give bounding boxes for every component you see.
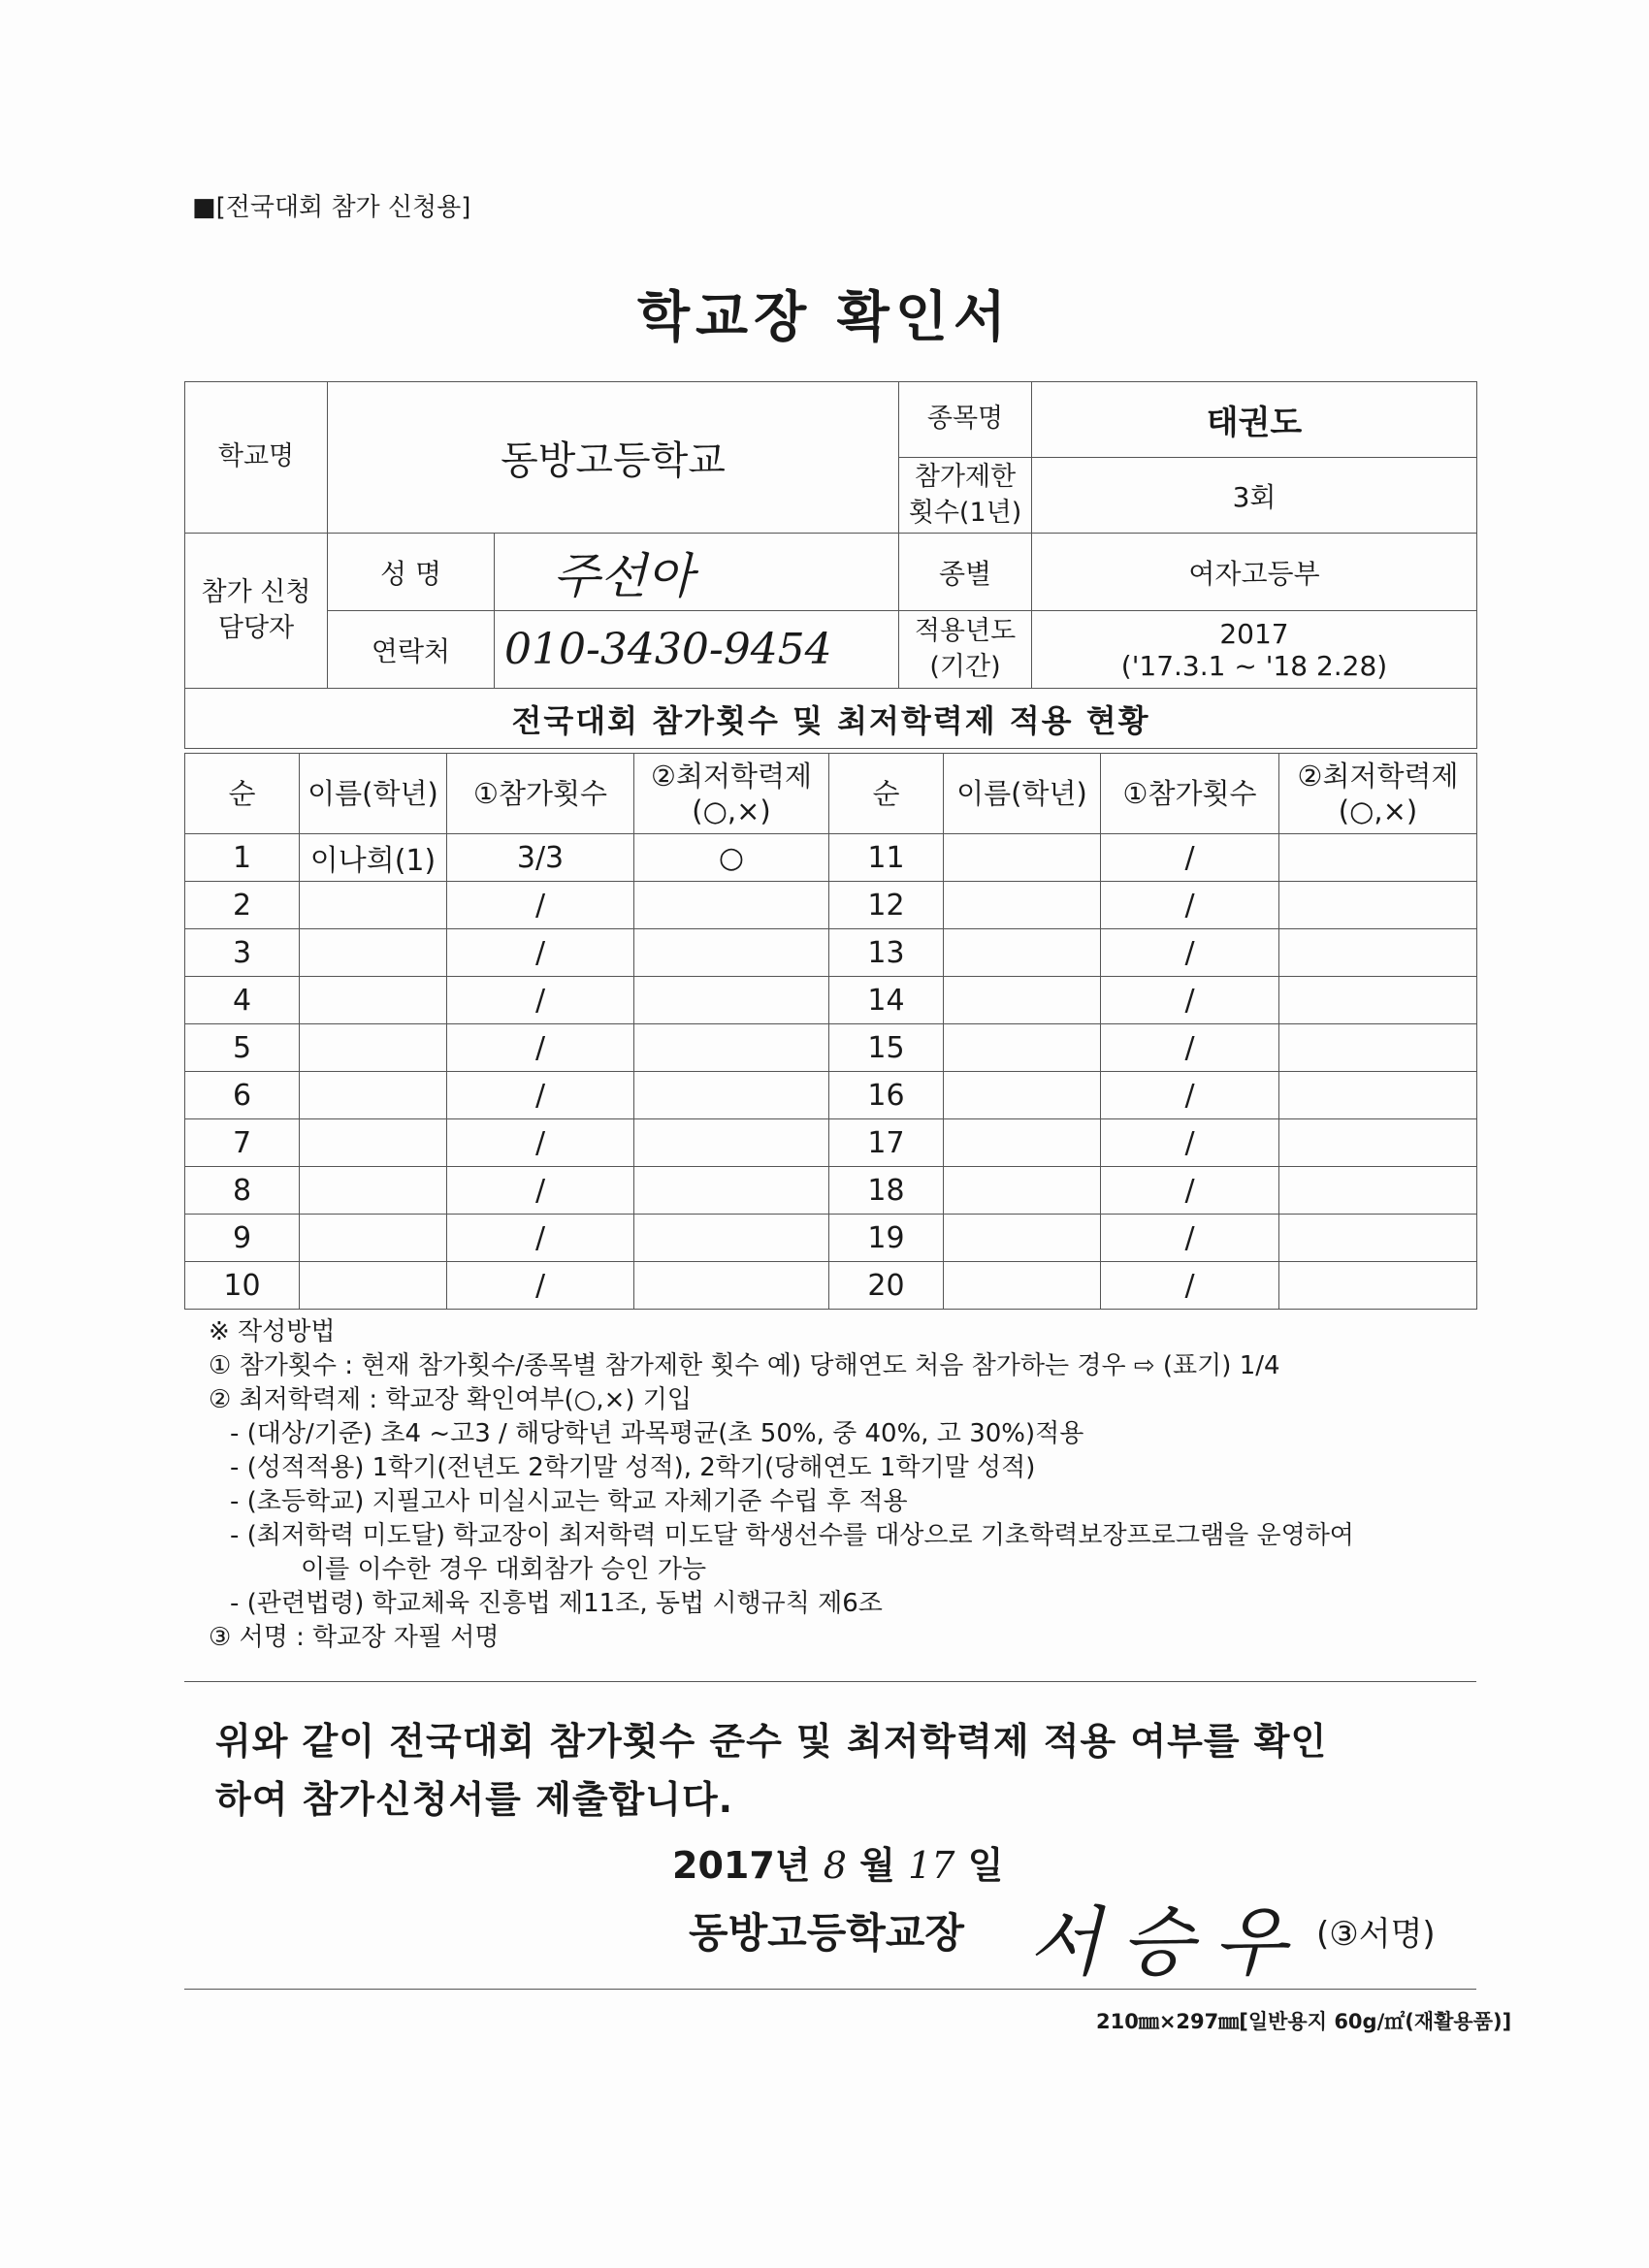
row-no: 8 <box>185 1167 300 1215</box>
principal-title: 동방고등학교장 <box>689 1909 965 1957</box>
row-count: / <box>447 1119 634 1167</box>
row-min-academic: ○ <box>634 834 829 882</box>
table-row <box>185 1262 1477 1310</box>
row-name <box>300 882 447 929</box>
limit-label: 참가제한 횟수(1년) <box>899 458 1032 534</box>
signature-mark: (③서명) <box>1316 1915 1436 1954</box>
category-label: 종별 <box>899 534 1032 611</box>
contact-label: 참가 신청 담당자 <box>185 534 328 689</box>
row-count: / <box>447 929 634 977</box>
col-min-academic: ②최저학력제 (○,×) <box>634 754 829 834</box>
row-count-2: / <box>1101 1072 1279 1119</box>
row-name <box>300 929 447 977</box>
row-min-academic-2 <box>1279 977 1477 1024</box>
col-count-2: ①참가횟수 <box>1101 754 1279 834</box>
school-label: 학교명 <box>185 382 328 534</box>
row-no-2: 16 <box>829 1072 944 1119</box>
row-name <box>300 1167 447 1215</box>
row-no-2: 15 <box>829 1024 944 1072</box>
col-name: 이름(학년) <box>300 754 447 834</box>
row-count: / <box>447 1167 634 1215</box>
note-2b: - (성적적용) 1학기(전년도 2학기말 성적), 2학기(당해연도 1학기말 성적) <box>230 1453 1036 1482</box>
row-no: 6 <box>185 1072 300 1119</box>
year-label: 적용년도 (기간) <box>899 611 1032 689</box>
instructions <box>209 1315 1470 1655</box>
row-name-2 <box>944 1167 1101 1215</box>
year-cell <box>1032 611 1477 689</box>
row-min-academic <box>634 1167 829 1215</box>
col-no-2: 순 <box>829 754 944 834</box>
row-no-2: 17 <box>829 1119 944 1167</box>
date-day-handwritten: 17 <box>908 1844 955 1887</box>
row-name-2 <box>944 929 1101 977</box>
divider <box>184 1681 1476 1682</box>
form-type-tag: ■[전국대회 참가 신청용] <box>192 193 471 222</box>
row-name: 이나희(1) <box>300 834 447 882</box>
row-count: / <box>447 977 634 1024</box>
row-name <box>300 1262 447 1310</box>
row-min-academic-2 <box>1279 1167 1477 1215</box>
row-count-2: / <box>1101 1262 1279 1310</box>
table-row <box>185 1215 1477 1262</box>
row-count: / <box>447 1262 634 1310</box>
phone-label: 연락처 <box>328 611 495 689</box>
row-min-academic <box>634 1072 829 1119</box>
row-name-2 <box>944 977 1101 1024</box>
row-min-academic <box>634 1119 829 1167</box>
row-name-2 <box>944 834 1101 882</box>
footer-divider <box>184 1989 1476 1990</box>
principal-signature: 서승우 <box>1028 1899 1307 1987</box>
row-count: / <box>447 1072 634 1119</box>
row-count-2: / <box>1101 1024 1279 1072</box>
row-min-academic-2 <box>1279 834 1477 882</box>
row-count-2: / <box>1101 977 1279 1024</box>
table-row <box>185 977 1477 1024</box>
row-no-2: 14 <box>829 977 944 1024</box>
row-no-2: 19 <box>829 1215 944 1262</box>
row-name <box>300 977 447 1024</box>
year-period: ('17.3.1 ~ '18 2.28) <box>1120 649 1388 682</box>
row-count: 3/3 <box>447 834 634 882</box>
document-title: 학교장 확인서 <box>636 286 1013 349</box>
name-label: 성 명 <box>328 534 495 611</box>
declaration <box>215 1712 1476 1829</box>
info-table <box>184 381 1477 749</box>
table-row <box>185 1119 1477 1167</box>
table-row <box>185 929 1477 977</box>
row-no: 10 <box>185 1262 300 1310</box>
contact-name-handwritten: 주선아 <box>495 534 899 611</box>
table-row <box>185 1024 1477 1072</box>
category-value: 여자고등부 <box>1032 534 1477 611</box>
instructions-title: ※ 작성방법 <box>209 1317 336 1346</box>
row-min-academic-2 <box>1279 1262 1477 1310</box>
note-3: ③ 서명 : 학교장 자필 서명 <box>209 1623 500 1652</box>
declaration-line-2: 하여 참가신청서를 제출합니다. <box>215 1778 734 1821</box>
row-name <box>300 1215 447 1262</box>
row-no-2: 20 <box>829 1262 944 1310</box>
note-2a: - (대상/기준) 초4 ~고3 / 해당학년 과목평균(초 50%, 중 40%, 고 30%)적용 <box>230 1419 1084 1448</box>
row-no: 5 <box>185 1024 300 1072</box>
row-count: / <box>447 1215 634 1262</box>
row-name-2 <box>944 1215 1101 1262</box>
note-2d-cont: 이를 이수한 경우 대회참가 승인 가능 <box>301 1555 707 1584</box>
row-min-academic-2 <box>1279 929 1477 977</box>
event-label: 종목명 <box>899 382 1032 458</box>
year-value: 2017 <box>1219 617 1289 650</box>
row-count-2: / <box>1101 882 1279 929</box>
row-no: 4 <box>185 977 300 1024</box>
declaration-line-1: 위와 같이 전국대회 참가횟수 준수 및 최저학력제 적용 여부를 확인 <box>215 1720 1328 1763</box>
row-min-academic-2 <box>1279 1072 1477 1119</box>
row-min-academic-2 <box>1279 882 1477 929</box>
date-year: 2017년 <box>672 1844 811 1887</box>
row-name <box>300 1072 447 1119</box>
table-row <box>185 1167 1477 1215</box>
row-name-2 <box>944 1072 1101 1119</box>
submission-date <box>672 1835 1003 1889</box>
row-no-2: 18 <box>829 1167 944 1215</box>
row-min-academic-2 <box>1279 1215 1477 1262</box>
row-name <box>300 1119 447 1167</box>
note-2c: - (초등학교) 지필고사 미실시교는 학교 자체기준 수립 후 적용 <box>230 1487 908 1516</box>
row-no: 7 <box>185 1119 300 1167</box>
row-min-academic <box>634 882 829 929</box>
row-min-academic <box>634 1215 829 1262</box>
school-name: 동방고등학교 <box>328 382 899 534</box>
row-name-2 <box>944 1262 1101 1310</box>
note-1: ① 참가횟수 : 현재 참가횟수/종목별 참가제한 횟수 예) 당해연도 처음 참가하는 경우 ⇨ (표기) 1/4 <box>209 1351 1280 1380</box>
row-min-academic <box>634 929 829 977</box>
row-name-2 <box>944 1119 1101 1167</box>
row-no: 3 <box>185 929 300 977</box>
col-no: 순 <box>185 754 300 834</box>
row-count-2: / <box>1101 834 1279 882</box>
row-count-2: / <box>1101 1167 1279 1215</box>
section-title: 전국대회 참가횟수 및 최저학력제 적용 현황 <box>185 689 1477 749</box>
row-no-2: 13 <box>829 929 944 977</box>
date-day-unit: 일 <box>967 1844 1004 1887</box>
event-name: 태권도 <box>1032 382 1477 458</box>
limit-value: 3회 <box>1032 458 1477 534</box>
note-2d: - (최저학력 미도달) 학교장이 최저학력 미도달 학생선수를 대상으로 기초학력보장프로그램을 운영하여 <box>230 1521 1354 1550</box>
row-no-2: 12 <box>829 882 944 929</box>
row-no: 9 <box>185 1215 300 1262</box>
date-month-unit: 월 <box>859 1844 895 1887</box>
table-row <box>185 1072 1477 1119</box>
col-min-academic-2: ②최저학력제 (○,×) <box>1279 754 1477 834</box>
row-min-academic <box>634 1024 829 1072</box>
row-name-2 <box>944 882 1101 929</box>
row-min-academic-2 <box>1279 1119 1477 1167</box>
row-count-2: / <box>1101 1215 1279 1262</box>
paper-spec: 210㎜×297㎜[일반용지 60g/㎡(재활용품)] <box>1096 2010 1512 2033</box>
row-count: / <box>447 1024 634 1072</box>
row-count: / <box>447 882 634 929</box>
contact-phone-handwritten: 010-3430-9454 <box>495 611 899 689</box>
table-row <box>185 834 1477 882</box>
note-2: ② 최저학력제 : 학교장 확인여부(○,×) 기입 <box>209 1385 693 1414</box>
date-month-handwritten: 8 <box>823 1844 847 1887</box>
row-min-academic-2 <box>1279 1024 1477 1072</box>
col-name-2: 이름(학년) <box>944 754 1101 834</box>
participants-header-row <box>185 754 1477 834</box>
row-no: 2 <box>185 882 300 929</box>
row-min-academic <box>634 1262 829 1310</box>
participants-table <box>184 753 1477 1310</box>
table-row <box>185 882 1477 929</box>
row-name <box>300 1024 447 1072</box>
row-count-2: / <box>1101 1119 1279 1167</box>
col-count: ①참가횟수 <box>447 754 634 834</box>
row-no-2: 11 <box>829 834 944 882</box>
row-min-academic <box>634 977 829 1024</box>
row-count-2: / <box>1101 929 1279 977</box>
row-name-2 <box>944 1024 1101 1072</box>
row-no: 1 <box>185 834 300 882</box>
note-2e: - (관련법령) 학교체육 진흥법 제11조, 동법 시행규칙 제6조 <box>230 1589 883 1618</box>
